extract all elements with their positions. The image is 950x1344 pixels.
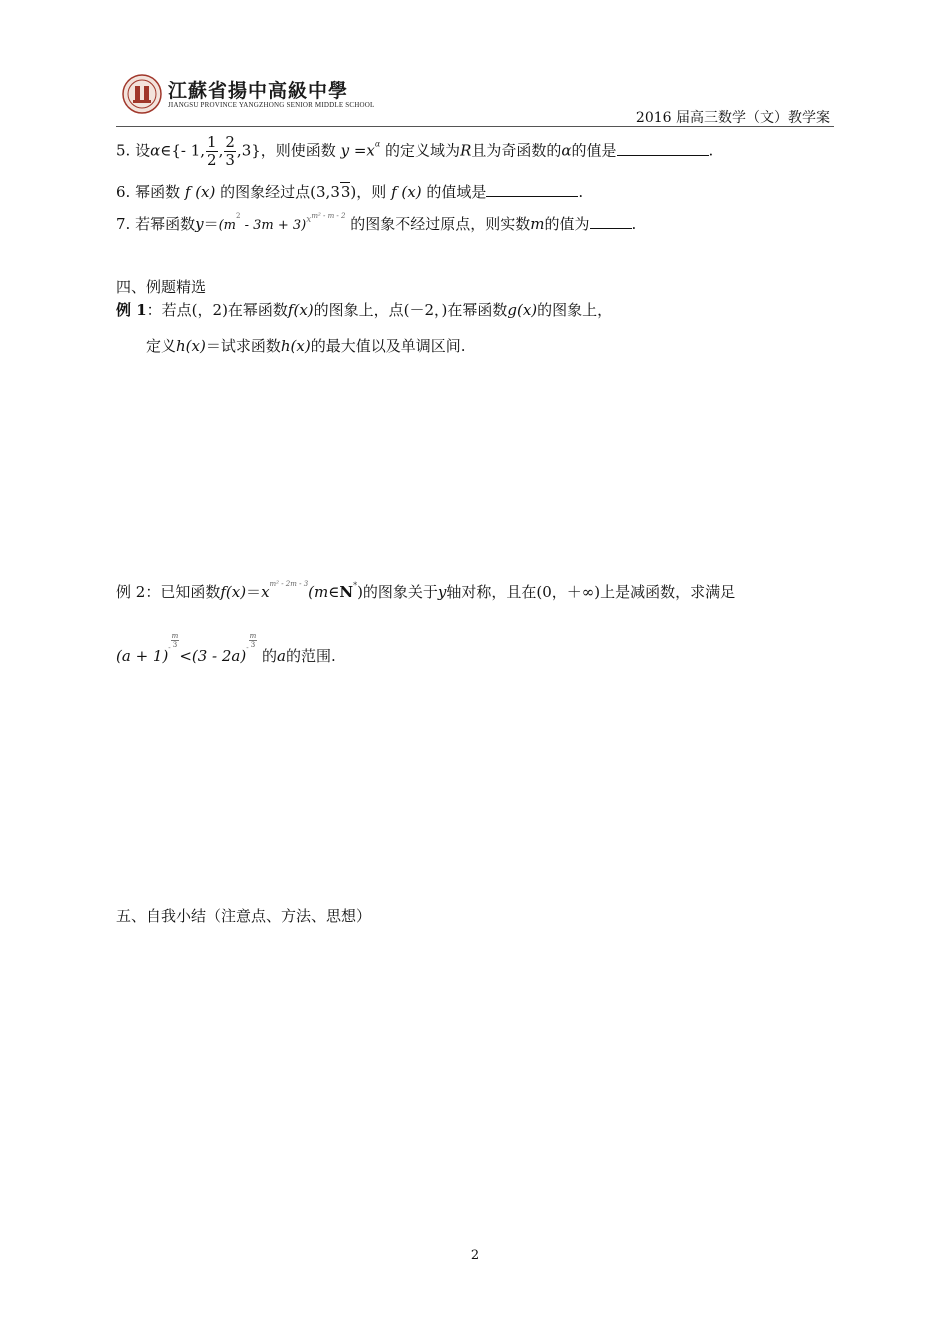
school-seal-icon	[122, 74, 162, 114]
question-7: 7. 若幂函数$y=(m^2 - 3m + 3)^{xm^2 - m - 2}$ 的图象不经过原点，则实数m的值为 .	[116, 212, 637, 233]
sqrt-3: 3	[340, 183, 351, 201]
example-1-line2: 定义h(x)＝试求函数h(x)的最大值以及单调区间.	[146, 337, 466, 355]
answer-blank-7[interactable]	[590, 213, 632, 229]
document-title: 2016 届高三数学（文）教学案	[635, 110, 830, 126]
example-2-inequality: (a + 1)- $\frac{m}{3}<(3 - 2a)^-$ $\frac{m}{3}$ 的a的范围.	[116, 632, 336, 665]
page-number: 2	[470, 1248, 480, 1263]
school-logo	[122, 72, 375, 118]
fraction-one-half: $\frac{1}{2}$	[207, 133, 217, 169]
question-5: 5. 设α∈{- 1, $\frac{1}{2}$ , $\frac{2}{3}$ ,3}，则使函数 $y =x^\alpha$ 的定义域为R且为奇函数的α的值是 .	[116, 133, 714, 169]
fraction-two-thirds: $\frac{2}{3}$	[225, 133, 235, 169]
section-4-title: 四、例题精选	[116, 278, 207, 296]
school-name-en: JIANGSU PROVINCE YANGZHONG SENIOR MIDDLE SCHOOL	[168, 101, 375, 109]
school-name: 江蘇省揚中高級中學	[168, 80, 349, 102]
question-6: 6. 幂函数 f (x) 的图象经过点(3,33)，则 f (x) 的值域是 .	[116, 183, 584, 201]
header-divider	[116, 126, 834, 127]
section-5-title: 五、自我小结（注意点、方法、思想）	[116, 907, 372, 925]
example-2: 例 2：已知函数$f(x)=x^{m^2 - 2m - 3}(m\in N^*)$的图象关于y轴对称，且在(0，＋∞)上是减函数，求满足	[116, 580, 736, 601]
example-1: 例 1：若点(，2)在幂函数f(x)的图象上，点(－2，)在幂函数g(x)的图象上，	[116, 301, 613, 319]
answer-blank-5[interactable]	[617, 140, 709, 156]
answer-blank-6[interactable]	[486, 181, 578, 197]
